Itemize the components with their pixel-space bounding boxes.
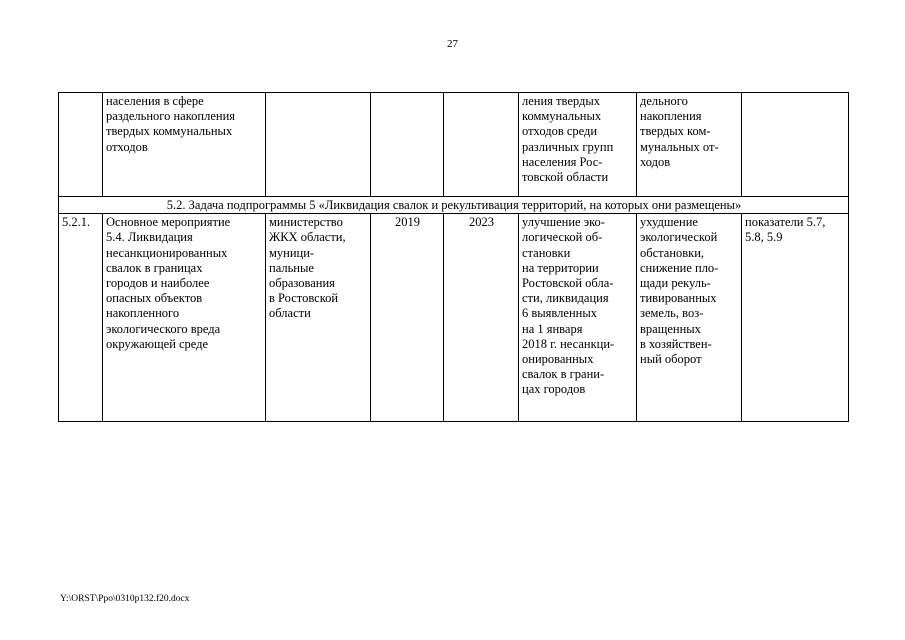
- cell-expected-result: ления твердых коммунальных отходов среди различных групп населения Рос- товской области: [519, 93, 637, 197]
- cell-indicator-link: [742, 93, 849, 197]
- table-row: [59, 214, 849, 422]
- cell-executor: министерство ЖКХ области, муници- пальные образования в Ростовской области: [266, 214, 371, 422]
- cell-start-year: [371, 93, 444, 197]
- cell-consequences: ухудшение экологической обстановки, снижение пло- щади рекуль- тивированных земель, воз- вращенных в хозяйствен- ный оборот: [637, 214, 742, 422]
- cell-number: 5.2.1.: [59, 214, 103, 422]
- cell-number: [59, 93, 103, 197]
- cell-consequences: дельного накопления твердых ком- мунальных от- ходов: [637, 93, 742, 197]
- cell-expected-result: улучшение эко- логической об- становки на территории Ростовской обла- сти, ликвидация 6 выявленных на 1 января 2018 г. несанкци- онированных свалок в грани- цах городов: [519, 214, 637, 422]
- footer-file-path: Y:\ORST\Ppo\0310p132.f20.docx: [60, 594, 190, 604]
- cell-start-year: 2019: [371, 214, 444, 422]
- cell-indicator-link: показатели 5.7, 5.8, 5.9: [742, 214, 849, 422]
- cell-activity: Основное мероприятие 5.4. Ликвидация несанкционированных свалок в границах городов и наиболее опасных объектов накопленного экологического вреда окружающей среде: [103, 214, 266, 422]
- table-row-continued: [59, 93, 849, 197]
- page-number: 27: [447, 38, 458, 50]
- table-row-task: [59, 197, 849, 214]
- cell-end-year: 2023: [444, 214, 519, 422]
- cell-executor: [266, 93, 371, 197]
- task-heading: 5.2. Задача подпрограммы 5 «Ликвидация свалок и рекультивация территорий, на которых они размещены»: [59, 197, 849, 214]
- cell-activity: населения в сфере раздельного накопления твердых коммунальных отходов: [103, 93, 266, 197]
- program-activities-table: [58, 92, 849, 422]
- cell-end-year: [444, 93, 519, 197]
